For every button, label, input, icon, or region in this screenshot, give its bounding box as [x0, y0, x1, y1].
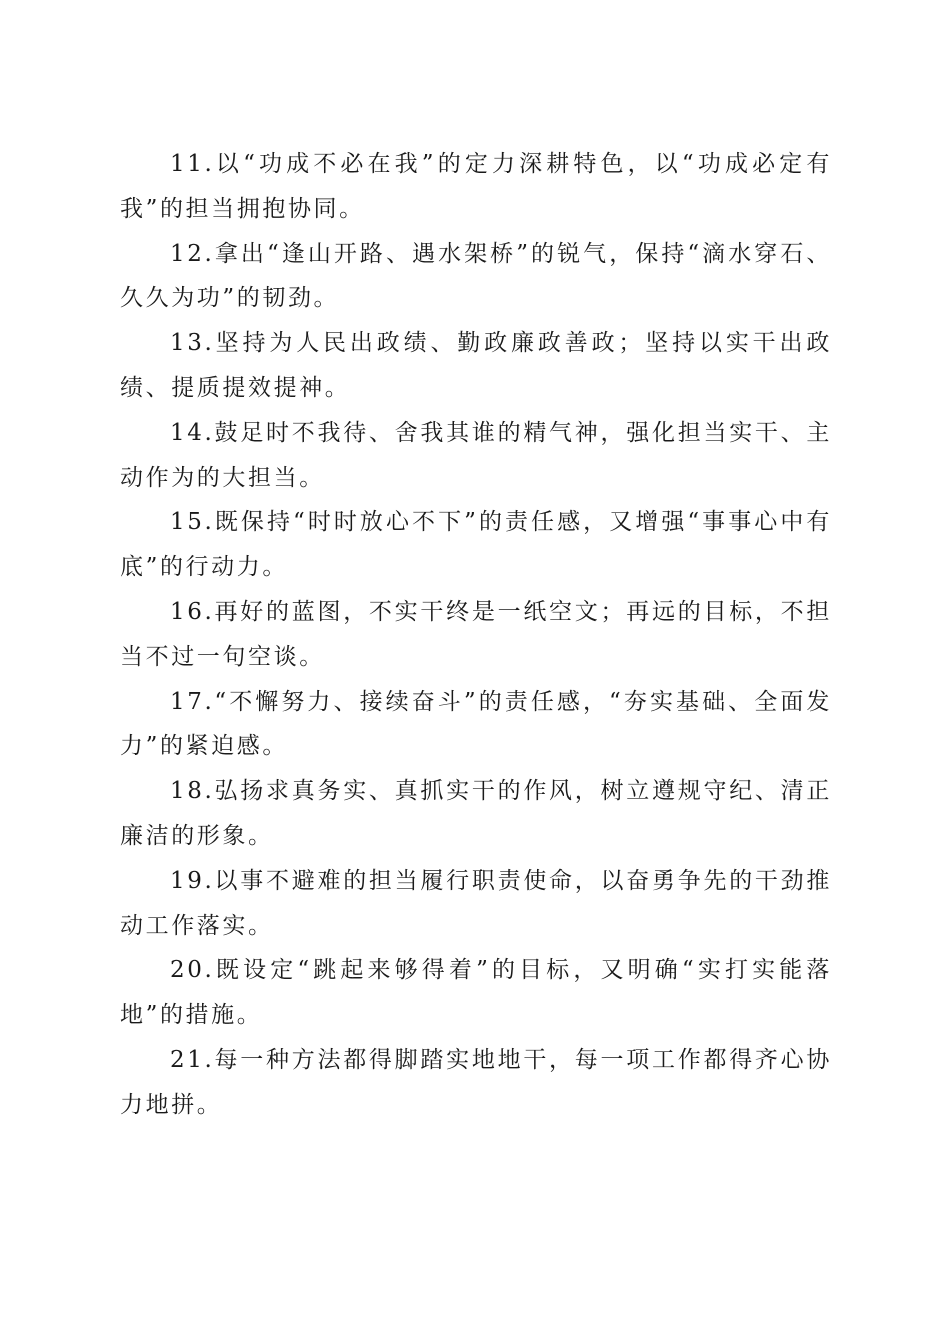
paragraph-text: 以事不避难的担当履行职责使命，以奋勇争先的干劲推动工作落实。 — [120, 867, 832, 939]
paragraph-17 — [120, 680, 832, 770]
paragraph-number: 19. — [170, 867, 215, 894]
paragraph-number: 15. — [170, 509, 215, 536]
paragraph-text: 鼓足时不我待、舍我其谁的精气神，强化担当实干、主动作为的大担当。 — [120, 419, 832, 491]
paragraph-number: 17. — [170, 688, 215, 715]
paragraph-18 — [120, 769, 832, 859]
paragraph-text: 以“功成不必在我”的定力深耕特色，以“功成必定有我”的担当拥抱协同。 — [120, 151, 832, 222]
paragraph-text: 既设定“跳起来够得着”的目标，又明确“实打实能落地”的措施。 — [120, 957, 832, 1029]
paragraph-12 — [120, 232, 832, 322]
paragraph-text: 再好的蓝图，不实干终是一纸空文；再远的目标，不担当不过一句空谈。 — [120, 598, 832, 670]
paragraph-text: 拿出“逢山开路、遇水架桥”的锐气，保持“滴水穿石、久久为功”的韧劲。 — [120, 240, 832, 312]
paragraph-number: 16. — [170, 598, 215, 625]
paragraph-21 — [120, 1038, 832, 1128]
paragraph-15 — [120, 500, 832, 590]
paragraph-14 — [120, 411, 832, 501]
paragraph-text: 既保持“时时放心不下”的责任感，又增强“事事心中有底”的行动力。 — [120, 509, 832, 581]
paragraph-number: 18. — [170, 778, 215, 805]
paragraph-19 — [120, 859, 832, 949]
paragraph-number: 12. — [170, 240, 215, 267]
paragraph-number: 20. — [170, 957, 215, 984]
paragraph-text: 弘扬求真务实、真抓实干的作风，树立遵规守纪、清正廉洁的形象。 — [120, 778, 832, 849]
paragraph-13 — [120, 321, 832, 411]
paragraph-11 — [120, 142, 832, 232]
document-body — [120, 142, 832, 1128]
paragraph-20 — [120, 948, 832, 1038]
paragraph-number: 11. — [170, 151, 215, 177]
paragraph-number: 13. — [170, 330, 215, 357]
paragraph-number: 14. — [170, 419, 215, 446]
paragraph-number: 21. — [170, 1046, 215, 1073]
paragraph-text: “不懈努力、接续奋斗”的责任感，“夯实基础、全面发力”的紧迫感。 — [120, 688, 832, 760]
paragraph-text: 坚持为人民出政绩、勤政廉政善政；坚持以实干出政绩、提质提效提神。 — [120, 330, 832, 401]
paragraph-16 — [120, 590, 832, 680]
paragraph-text: 每一种方法都得脚踏实地地干，每一项工作都得齐心协力地拼。 — [120, 1046, 832, 1118]
